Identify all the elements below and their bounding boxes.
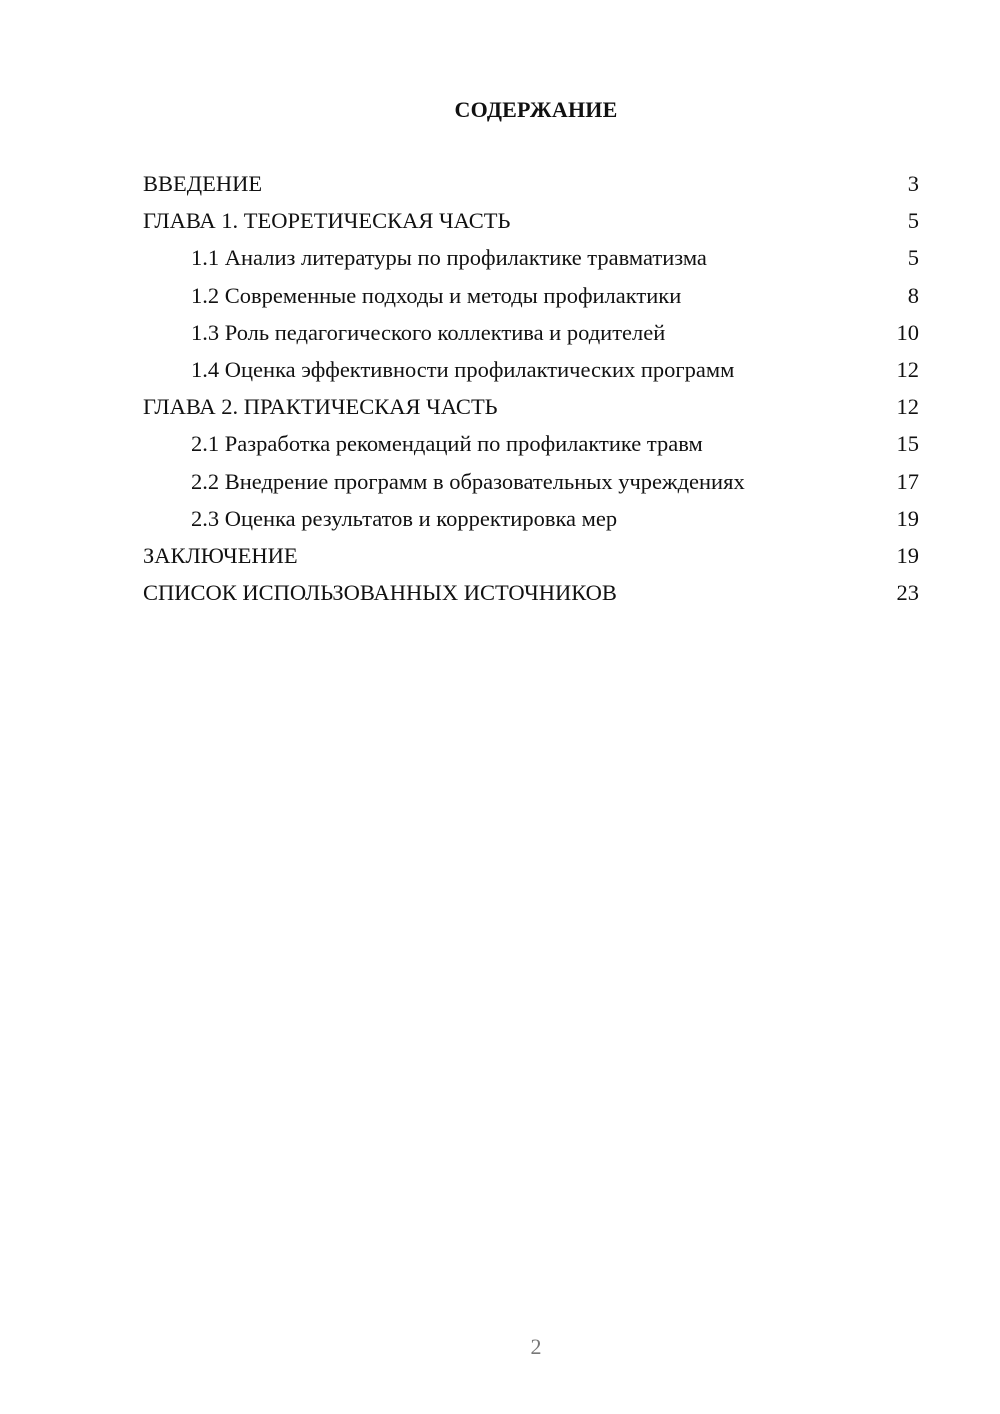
page-number: 2 bbox=[530, 1334, 542, 1359]
toc-subentry[interactable] bbox=[143, 463, 919, 500]
toc-entry-page: 19 bbox=[896, 542, 919, 568]
toc-entry-page: 15 bbox=[896, 431, 919, 457]
toc-entry[interactable] bbox=[143, 165, 919, 202]
toc-entry-page: 10 bbox=[896, 319, 919, 345]
toc-entry[interactable] bbox=[143, 202, 919, 239]
toc-entry[interactable] bbox=[143, 574, 919, 611]
toc-entry-page: 19 bbox=[896, 505, 919, 531]
toc-entry-page: 3 bbox=[907, 171, 919, 196]
toc-entry-label: ГЛАВА 1. ТЕОРЕТИЧЕСКАЯ ЧАСТЬ bbox=[143, 208, 511, 234]
toc-entry[interactable] bbox=[143, 388, 919, 425]
toc-entry-label: 2.1 Разработка рекомендаций по профилактике травм bbox=[191, 431, 703, 457]
toc-entry-page: 5 bbox=[907, 245, 919, 271]
toc-entry-label: 1.1 Анализ литературы по профилактике травматизма bbox=[191, 245, 707, 271]
toc-subentry[interactable] bbox=[143, 314, 919, 351]
toc-entry-label: ЗАКЛЮЧЕНИЕ bbox=[143, 542, 298, 568]
toc-entry-label: ГЛАВА 2. ПРАКТИЧЕСКАЯ ЧАСТЬ bbox=[143, 394, 498, 420]
toc-entry-page: 17 bbox=[896, 468, 919, 494]
toc-subentry[interactable] bbox=[143, 277, 919, 314]
toc-title: СОДЕРЖАНИЕ bbox=[454, 97, 618, 122]
toc-entry-page: 5 bbox=[907, 208, 919, 234]
toc-subentry[interactable] bbox=[143, 351, 919, 388]
toc-entry[interactable] bbox=[143, 537, 919, 574]
toc-subentry[interactable] bbox=[143, 425, 919, 462]
table-of-contents bbox=[143, 165, 919, 611]
toc-subentry[interactable] bbox=[143, 500, 919, 537]
toc-entry-label: 1.4 Оценка эффективности профилактических программ bbox=[191, 356, 735, 382]
toc-entry-label: 1.2 Современные подходы и методы профилактики bbox=[191, 282, 682, 308]
toc-entry-page: 12 bbox=[896, 394, 919, 420]
toc-subentry[interactable] bbox=[143, 239, 919, 276]
toc-entry-label: 1.3 Роль педагогического коллектива и родителей bbox=[191, 319, 666, 345]
toc-entry-page: 8 bbox=[907, 282, 919, 308]
toc-entry-page: 23 bbox=[896, 580, 919, 606]
toc-entry-label: ВВЕДЕНИЕ bbox=[143, 171, 263, 196]
toc-entry-page: 12 bbox=[896, 356, 919, 382]
toc-entry-label: 2.3 Оценка результатов и корректировка мер bbox=[191, 505, 618, 531]
toc-entry-label: 2.2 Внедрение программ в образовательных учреждениях bbox=[191, 468, 745, 494]
toc-entry-label: СПИСОК ИСПОЛЬЗОВАННЫХ ИСТОЧНИКОВ bbox=[143, 580, 617, 606]
